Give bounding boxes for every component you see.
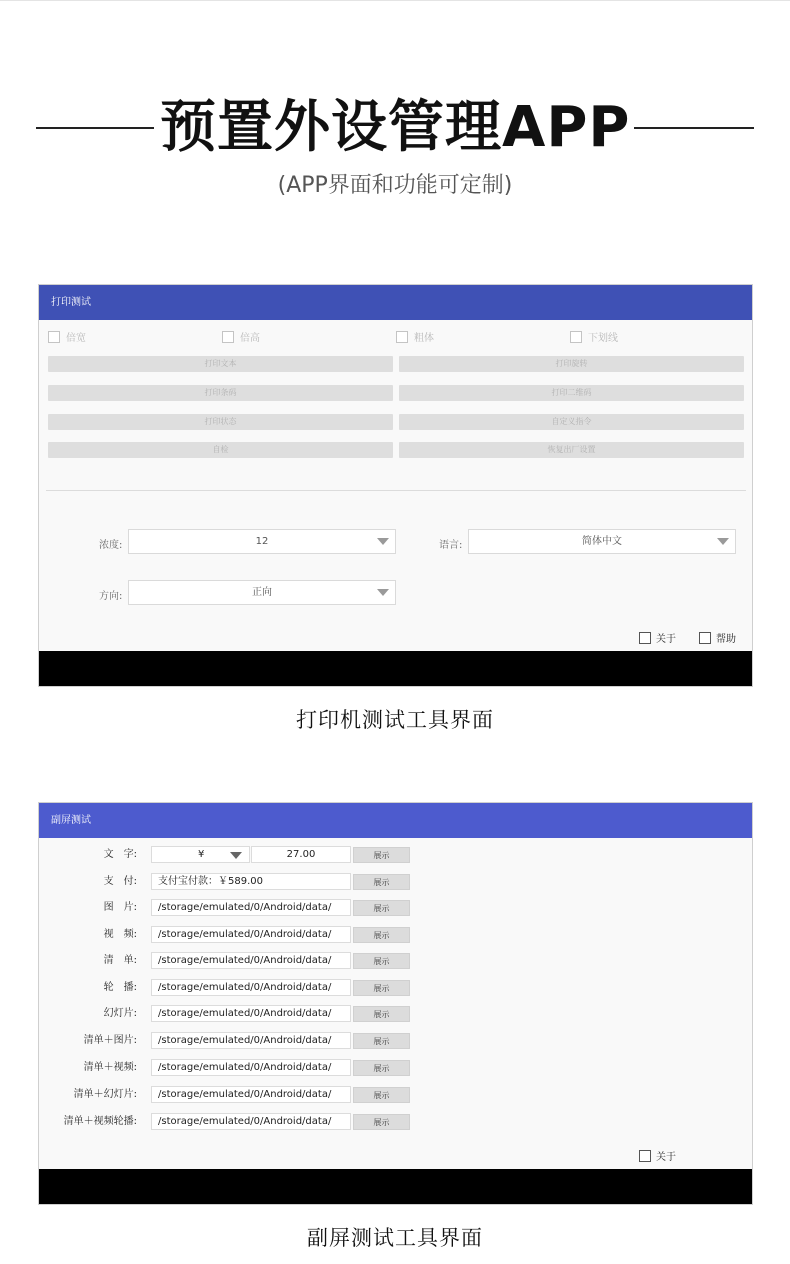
top-divider	[0, 0, 790, 1]
checkbox-icon	[222, 331, 234, 343]
title-rule-left	[36, 127, 154, 129]
about-checkbox[interactable]: 关于	[639, 1148, 676, 1163]
printer-tool-caption: 打印机测试工具界面	[296, 708, 494, 732]
payment-row	[39, 873, 754, 890]
checkbox-icon	[639, 1150, 651, 1162]
show-button[interactable]: 展示	[353, 1114, 410, 1130]
row-label: 文 字:	[103, 849, 137, 860]
chevron-down-icon	[230, 852, 242, 859]
currency-select[interactable]: ¥	[151, 846, 250, 863]
format-checkbox-row	[48, 329, 748, 345]
image-path-input[interactable]: /storage/emulated/0/Android/data/	[151, 899, 351, 916]
custom-command-button[interactable]: 自定义指令	[399, 414, 744, 430]
print-qrcode-button[interactable]: 打印二维码	[399, 385, 744, 401]
secondary-screen-window	[38, 802, 753, 1205]
row-label: 清单＋视频:	[83, 1062, 137, 1073]
show-button[interactable]: 展示	[353, 1033, 410, 1049]
show-button[interactable]: 展示	[353, 1087, 410, 1103]
show-button[interactable]: 展示	[353, 953, 410, 969]
payment-input[interactable]: 支付宝付款：￥589.00	[151, 873, 351, 890]
print-barcode-button[interactable]: 打印条码	[48, 385, 393, 401]
checkbox-double-width[interactable]: 倍宽	[48, 329, 86, 344]
checkbox-double-height[interactable]: 倍高	[222, 329, 260, 344]
title-rule-right	[634, 127, 754, 129]
page-subtitle: (APP界面和功能可定制)	[277, 173, 513, 198]
row-label: 清 单:	[103, 955, 137, 966]
system-navigation-bar	[39, 651, 752, 686]
print-rotate-button[interactable]: 打印旋转	[399, 356, 744, 372]
list-image-path-input[interactable]: /storage/emulated/0/Android/data/	[151, 1032, 351, 1049]
slideshow-path-input[interactable]: /storage/emulated/0/Android/data/	[151, 1005, 351, 1022]
print-status-button[interactable]: 打印状态	[48, 414, 393, 430]
list-row	[39, 952, 754, 969]
carousel-path-input[interactable]: /storage/emulated/0/Android/data/	[151, 979, 351, 996]
factory-reset-button[interactable]: 恢复出厂设置	[399, 442, 744, 458]
list-image-row	[39, 1032, 754, 1049]
checkbox-bold[interactable]: 粗体	[396, 329, 434, 344]
video-path-input[interactable]: /storage/emulated/0/Android/data/	[151, 926, 351, 943]
row-label: 幻灯片:	[103, 1008, 137, 1019]
direction-label: 方向:	[99, 591, 123, 602]
list-path-input[interactable]: /storage/emulated/0/Android/data/	[151, 952, 351, 969]
checkbox-icon	[639, 632, 651, 644]
carousel-row	[39, 979, 754, 996]
density-select[interactable]: 12	[128, 529, 396, 554]
amount-input[interactable]: 27.00	[251, 846, 351, 863]
show-button[interactable]: 展示	[353, 900, 410, 916]
chevron-down-icon	[377, 589, 389, 596]
printer-test-window	[38, 284, 753, 687]
density-label: 浓度:	[99, 540, 123, 551]
list-slideshow-path-input[interactable]: /storage/emulated/0/Android/data/	[151, 1086, 351, 1103]
row-label: 清单＋幻灯片:	[73, 1089, 137, 1100]
show-button[interactable]: 展示	[353, 847, 410, 863]
list-video-row	[39, 1059, 754, 1076]
row-label: 清单＋图片:	[83, 1035, 137, 1046]
checkbox-underline[interactable]: 下划线	[570, 329, 618, 344]
image-row	[39, 899, 754, 916]
list-video-carousel-row	[39, 1113, 754, 1130]
show-button[interactable]: 展示	[353, 980, 410, 996]
checkbox-icon	[396, 331, 408, 343]
text-row	[39, 846, 754, 863]
slideshow-row	[39, 1005, 754, 1022]
checkbox-icon	[570, 331, 582, 343]
row-label: 视 频:	[103, 929, 137, 940]
secondary-window-titlebar: 副屏测试	[39, 803, 752, 838]
list-slideshow-row	[39, 1086, 754, 1103]
print-text-button[interactable]: 打印文本	[48, 356, 393, 372]
show-button[interactable]: 展示	[353, 1060, 410, 1076]
show-button[interactable]: 展示	[353, 1006, 410, 1022]
row-label: 图 片:	[103, 902, 137, 913]
printer-window-titlebar: 打印测试	[39, 285, 752, 320]
system-navigation-bar	[39, 1169, 752, 1204]
language-select[interactable]: 简体中文	[468, 529, 736, 554]
direction-select[interactable]: 正向	[128, 580, 396, 605]
page-title: 预置外设管理APP	[160, 95, 631, 160]
hero-header	[0, 92, 790, 164]
about-checkbox[interactable]: 关于	[639, 630, 676, 645]
language-label: 语言:	[439, 540, 463, 551]
row-label: 清单＋视频轮播:	[63, 1116, 137, 1127]
row-label: 轮 播:	[103, 982, 137, 993]
list-video-carousel-path-input[interactable]: /storage/emulated/0/Android/data/	[151, 1113, 351, 1130]
list-video-path-input[interactable]: /storage/emulated/0/Android/data/	[151, 1059, 351, 1076]
checkbox-icon	[699, 632, 711, 644]
row-label: 支 付:	[103, 876, 137, 887]
show-button[interactable]: 展示	[353, 927, 410, 943]
video-row	[39, 926, 754, 943]
help-checkbox[interactable]: 帮助	[699, 630, 736, 645]
show-button[interactable]: 展示	[353, 874, 410, 890]
chevron-down-icon	[377, 538, 389, 545]
section-divider	[46, 490, 746, 491]
checkbox-icon	[48, 331, 60, 343]
secondary-tool-caption: 副屏测试工具界面	[307, 1226, 483, 1250]
self-test-button[interactable]: 自检	[48, 442, 393, 458]
chevron-down-icon	[717, 538, 729, 545]
